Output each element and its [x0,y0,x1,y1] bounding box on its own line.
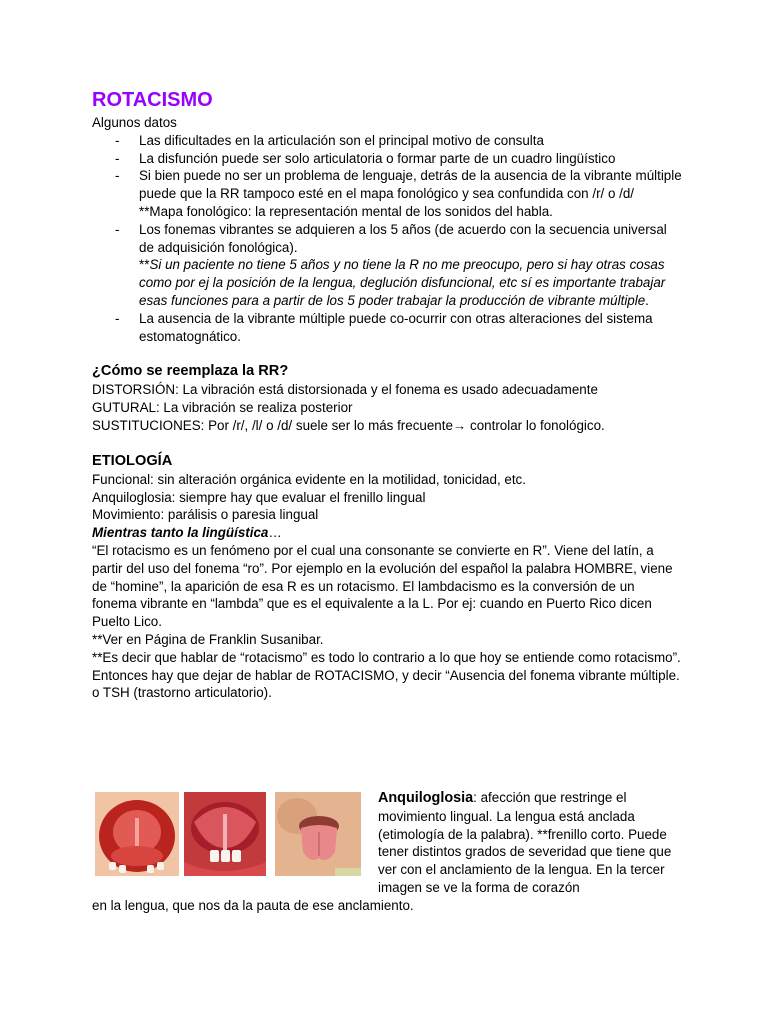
intro-text: Algunos datos [92,115,177,130]
linguistica-note-a: **Ver en Página de Franklin Susanibar. [92,631,324,647]
note-italic-text: Si un paciente no tiene 5 años y no tiene la R no me preocupo, pero si hay otras cosas como por ej la posición de la lengua, deglución disfuncional, etc sí es importante trabajar esas funciones para a partir de los 5 poder trabajar la producción de vibrante múltiple [139,257,666,308]
note-mapa-fonologico: **Mapa fonológico: la representación mental de los sonidos del habla. [139,203,553,219]
linguistica-closing: Entonces hay que dejar de hablar de ROTACISMO, y decir “Ausencia del fonema vibrante múltiple. o TSH (trastorno articulatorio). [92,667,680,701]
section-heading-rr: ¿Cómo se reemplaza la RR? [92,363,289,380]
anquiloglosia-term: Anquiloglosia [378,790,474,806]
facts-list-2 [92,221,682,257]
linguistica-heading-suffix: … [268,525,282,541]
list-item: - Las dificultades en la articulación son el principal motivo de consulta [92,132,682,150]
mouth-photo-1 [95,792,179,876]
section-heading-etiologia: ETIOLOGÍA [92,452,173,469]
note-edad [92,256,682,309]
anquiloglosia-description [378,789,683,897]
document-page [92,88,682,702]
rr-line: SUSTITUCIONES: Por /r/, /l/ o /d/ suele ser lo más frecuente→ controlar lo fonológico. [92,417,605,433]
facts-list-1 [92,132,682,203]
linguistica-paragraph: “El rotacismo es un fenómeno por el cual una consonante se convierte en R”. Viene del latín, a partir del uso del fonema “ro”. Por ejemplo en la evolución del español la palabra HOMBRE, viene de “homine”, la aparición de esa R es un rotacismo. El lambdacismo es la conversión de un fonema vibrante en “lambda” que es el equivalente a la L. Por ej: cuando en Puerto Rico dicen Puelto Lico. [92,542,673,630]
list-item: - La ausencia de la vibrante múltiple puede co-ocurrir con otras alteraciones del sistema estomatognático. [92,310,682,346]
facts-list-3 [92,310,682,346]
mouth-photo-3 [275,792,361,876]
rr-line: DISTORSIÓN: La vibración está distorsionada y el fonema es usado adecuadamente [92,382,598,398]
mouth-photo-2 [184,792,266,876]
rr-line: GUTURAL: La vibración se realiza posterior [92,400,353,416]
list-item: - La disfunción puede ser solo articulatoria o formar parte de un cuadro lingüístico [92,150,682,168]
linguistica-heading-text: Mientras tanto la lingüística [92,525,269,541]
etiologia-line: Funcional: sin alteración orgánica evidente en la motilidad, tonicidad, etc. [92,471,526,487]
linguistica-note-b: **Es decir que hablar de “rotacismo” es todo lo contrario a lo que hoy se entiende como rotacismo”. [92,649,681,665]
anquiloglosia-tail: en la lengua, que nos da la pauta de ese anclamiento. [92,898,414,913]
list-item: - Los fonemas vibrantes se adquieren a los 5 años (de acuerdo con la secuencia universal de adquisición fonológica). [92,221,682,257]
page-title: ROTACISMO [92,89,213,111]
section-heading-linguistica [92,524,682,542]
etiologia-line: Movimiento: parálisis o paresia lingual [92,507,319,523]
note-suffix: . [645,292,649,308]
list-item: - Si bien puede no ser un problema de lenguaje, detrás de la ausencia de la vibrante múltiple puede que la RR tampoco esté en el mapa fonológico y sea confundida con /r/ o /d/ [92,167,682,203]
anquiloglosia-text: : afección que restringe el movimiento lingual. La lengua está anclada (etimología de la palabra). **frenillo corto. Puede tener distintos grados de severidad que tiene que ver con el anclamiento de la lengua. En la tercer imagen se ve la forma de corazón [378,790,672,895]
note-prefix: ** [139,257,150,273]
etiologia-line: Anquiloglosia: siempre hay que evaluar el frenillo lingual [92,489,426,505]
